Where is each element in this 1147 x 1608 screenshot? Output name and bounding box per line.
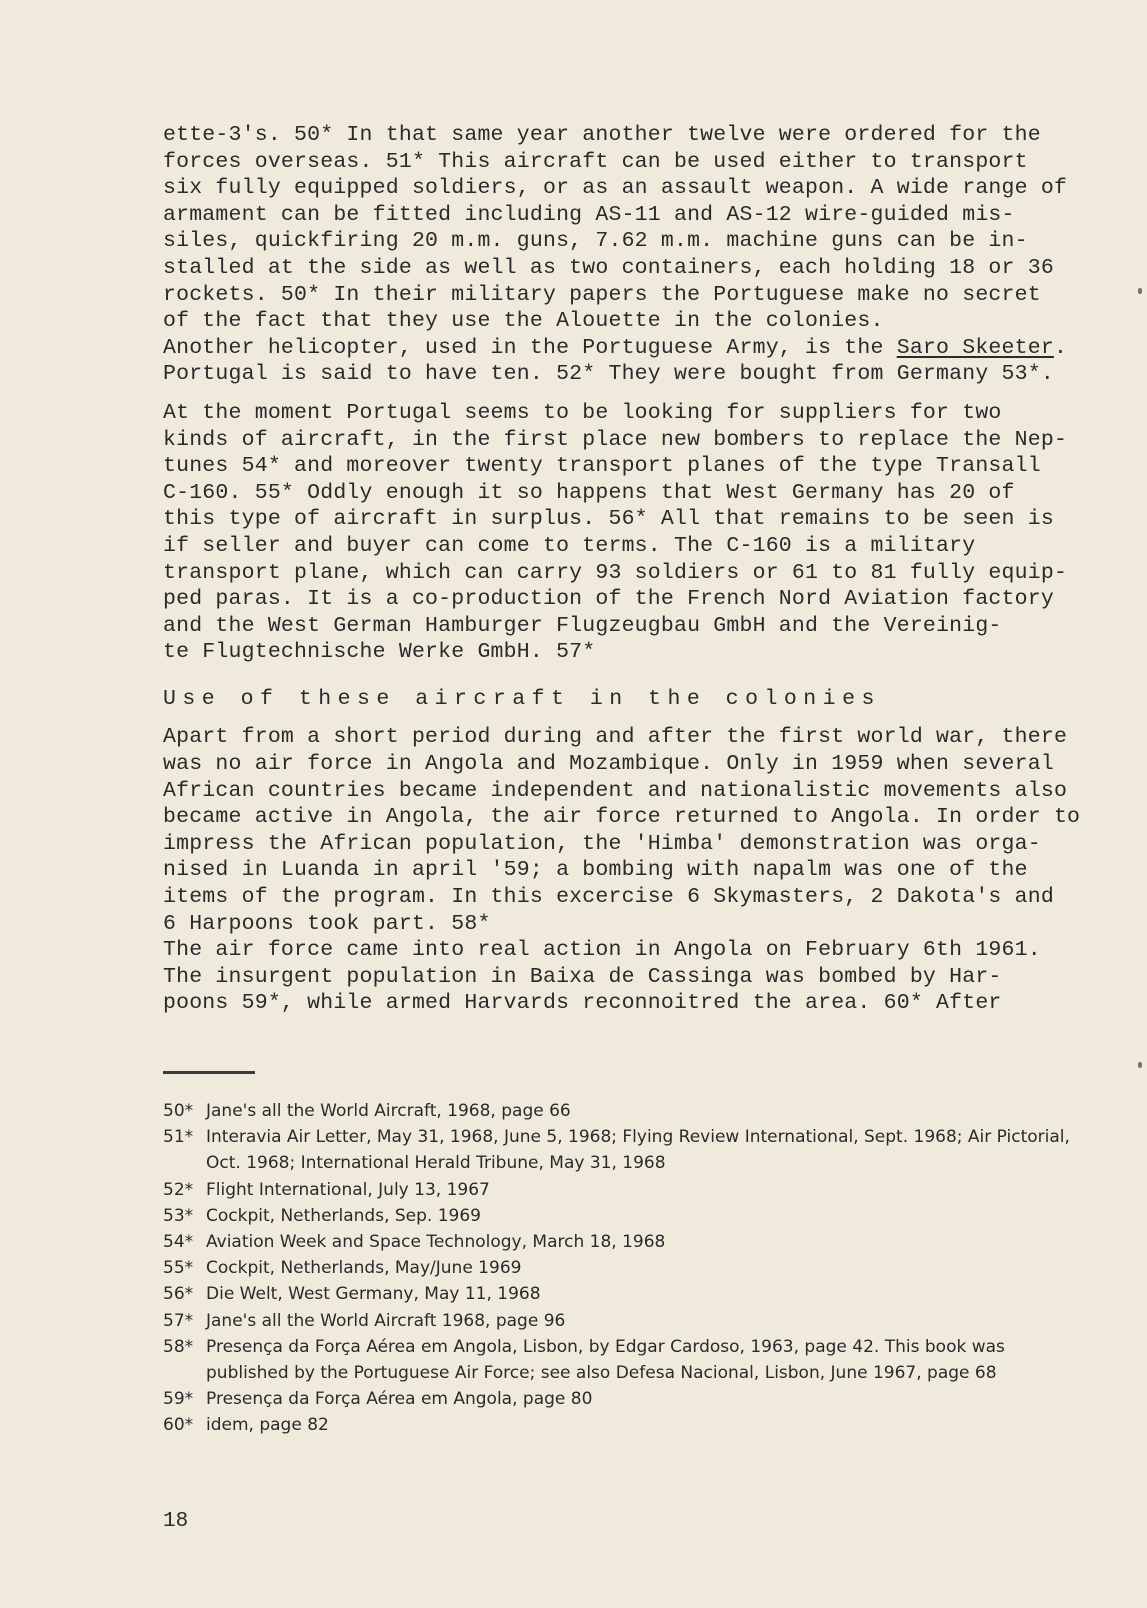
body-line: of the fact that they use the Alouette in the colonies. xyxy=(163,309,884,334)
footnote xyxy=(163,1412,1083,1438)
footnote xyxy=(163,1098,1083,1124)
paragraph3-line: African countries became independent and nationalistic movements also xyxy=(163,778,1068,803)
footnote-text: Aviation Week and Space Technology, March 18, 1968 xyxy=(206,1232,666,1253)
paragraph2-line: kinds of aircraft, in the first place new bombers to replace the Nep- xyxy=(163,427,1068,452)
footnote xyxy=(163,1177,1083,1203)
footnote-text: Flight International, July 13, 1967 xyxy=(206,1179,490,1200)
paragraph3-line: was no air force in Angola and Mozambique. Only in 1959 when several xyxy=(163,752,1054,777)
paragraph3-line: 6 Harpoons took part. 58* xyxy=(163,911,491,936)
footnote-number: 60* xyxy=(163,1415,194,1436)
skeeter-after: . xyxy=(1053,335,1068,360)
body-line: siles, quickfiring 20 m.m. guns, 7.62 m.m. machine guns can be in- xyxy=(163,229,1028,254)
body-line: armament can be fitted including AS-11 and AS-12 wire-guided mis- xyxy=(163,202,1015,227)
footnote-text: Presença da Força Aérea em Angola, Lisbon, by Edgar Cardoso, 1963, page 42. This book was published by the Portuguese Air Force; see also Defesa Nacional, Lisbon, June 1967, page 68 xyxy=(206,1336,1005,1384)
main-body-text xyxy=(163,122,1081,1017)
paragraph3-line: poons 59*, while armed Harvards reconnoitred the area. 60* After xyxy=(163,991,1002,1016)
body-line: rockets. 50* In their military papers the Portuguese make no secret xyxy=(163,282,1041,307)
footnote-text: Cockpit, Netherlands, May/June 1969 xyxy=(206,1258,522,1279)
paragraph3-line: items of the program. In this excercise 6 Skymasters, 2 Dakota's and xyxy=(163,885,1054,910)
footnote-text: Jane's all the World Aircraft, 1968, page 66 xyxy=(206,1101,571,1121)
paragraph2-line: tunes 54* and moreover twenty transport planes of the type Transall xyxy=(163,454,1041,479)
paragraph2-line: te Flugtechnische Werke GmbH. 57* xyxy=(163,640,596,665)
footnote-text: idem, page 82 xyxy=(206,1415,329,1436)
body-line: forces overseas. 51* This aircraft can be used either to transport xyxy=(163,149,1028,174)
paragraph2-line: ped paras. It is a co-production of the French Nord Aviation factory xyxy=(163,587,1054,612)
footnote xyxy=(163,1386,1083,1412)
footnote-number: 53* xyxy=(163,1205,194,1226)
footnote xyxy=(163,1308,1083,1334)
footnote-number: 58* xyxy=(163,1336,194,1357)
skeeter-underlined: Saro Skeeter xyxy=(896,335,1054,360)
footnote xyxy=(163,1203,1083,1229)
scan-speck xyxy=(1138,288,1142,294)
body-line: ette-3's. 50* In that same year another twelve were ordered for the xyxy=(163,123,1041,147)
page-number: 18 xyxy=(163,1510,189,1533)
paragraph2-line: C-160. 55* Oddly enough it so happens that West Germany has 20 of xyxy=(163,480,1015,505)
footnotes xyxy=(163,1098,1083,1439)
skeeter-before: Another helicopter, used in the Portuguese Army, is the xyxy=(163,335,897,360)
footnote-divider xyxy=(163,1071,255,1074)
footnote-number: 52* xyxy=(163,1179,194,1200)
paragraph3-line: The air force came into real action in Angola on February 6th 1961. xyxy=(163,938,1041,963)
footnote-text: Cockpit, Netherlands, Sep. 1969 xyxy=(206,1205,481,1226)
footnote-number: 50* xyxy=(163,1101,194,1121)
footnote-number: 59* xyxy=(163,1389,194,1410)
footnote-text: Jane's all the World Aircraft 1968, page 96 xyxy=(206,1310,566,1331)
body-line: stalled at the side as well as two containers, each holding 18 or 36 xyxy=(163,255,1054,280)
scan-speck xyxy=(1138,1062,1142,1068)
paragraph3-line: Apart from a short period during and after the first world war, there xyxy=(163,725,1068,750)
footnote xyxy=(163,1281,1083,1307)
paragraph2-line: this type of aircraft in surplus. 56* All that remains to be seen is xyxy=(163,507,1054,532)
footnote-number: 55* xyxy=(163,1258,194,1279)
footnote xyxy=(163,1255,1083,1281)
paragraph3-line: became active in Angola, the air force returned to Angola. In order to xyxy=(163,805,1081,830)
paragraph3-line: The insurgent population in Baixa de Cassinga was bombed by Har- xyxy=(163,964,1002,989)
footnote xyxy=(163,1229,1083,1255)
footnote-text: Die Welt, West Germany, May 11, 1968 xyxy=(206,1284,541,1305)
paragraph2-line: transport plane, which can carry 93 soldiers or 61 to 81 fully equip- xyxy=(163,560,1068,585)
footnote xyxy=(163,1334,1083,1386)
body-line: six fully equipped soldiers, or as an assault weapon. A wide range of xyxy=(163,176,1068,201)
footnote-number: 57* xyxy=(163,1310,194,1331)
paragraph2-line: if seller and buyer can come to terms. The C-160 is a military xyxy=(163,533,976,558)
paragraph3-line: impress the African population, the 'Himba' demonstration was orga- xyxy=(163,831,1041,856)
footnote-number: 54* xyxy=(163,1232,194,1253)
body-line: Portugal is said to have ten. 52* They were bought from Germany 53*. xyxy=(163,362,1054,387)
footnote-text: Interavia Air Letter, May 31, 1968, June 5, 1968; Flying Review International, Sept. 1968; Air Pictorial, Oct. 1968; International Herald Tribune, May 31, 1968 xyxy=(206,1127,1070,1174)
footnote xyxy=(163,1124,1083,1176)
footnote-number: 51* xyxy=(163,1127,194,1148)
section-heading: Use of these aircraft in the colonies xyxy=(163,686,881,711)
footnote-text: Presença da Força Aérea em Angola, page 80 xyxy=(206,1389,593,1410)
paragraph2-line: At the moment Portugal seems to be looking for suppliers for two xyxy=(163,400,1002,425)
body-line-skeeter xyxy=(163,335,1068,362)
paragraph2-line: and the West German Hamburger Flugzeugbau GmbH and the Vereinig- xyxy=(163,613,1002,638)
footnote-number: 56* xyxy=(163,1284,194,1305)
paragraph3-line: nised in Luanda in april '59; a bombing with napalm was one of the xyxy=(163,858,1028,883)
